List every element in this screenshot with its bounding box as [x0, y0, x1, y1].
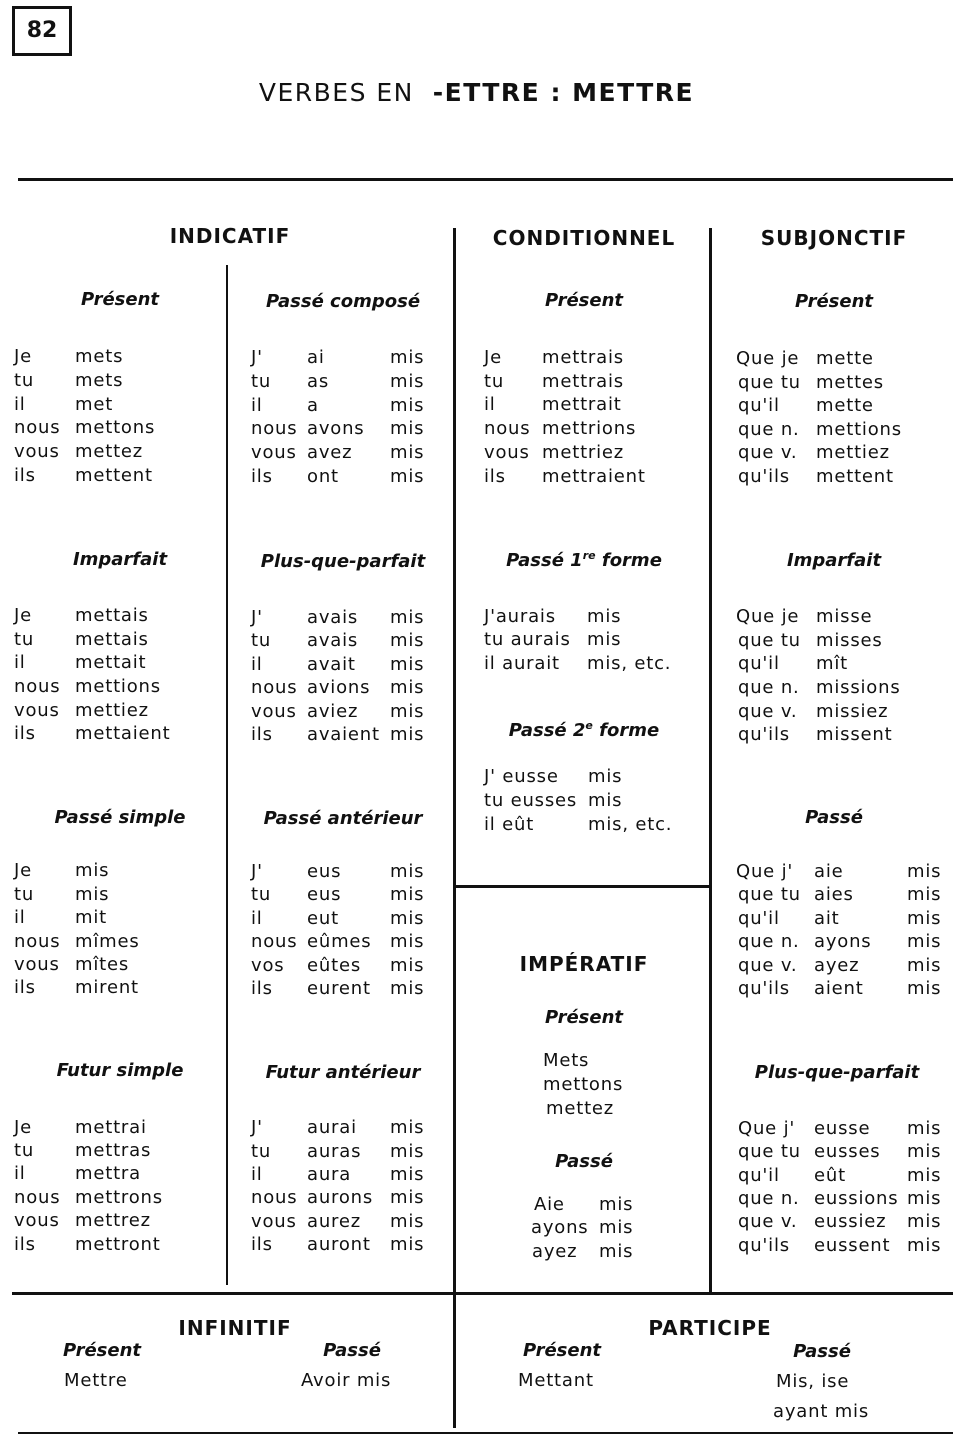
pronoun: qu'il: [738, 395, 780, 416]
tense-label: Passé composé: [265, 291, 421, 312]
verb-form: Mets: [543, 1050, 590, 1071]
verb-form: mis: [75, 884, 110, 905]
pronoun: il: [251, 654, 263, 675]
auxiliary: avaient: [307, 724, 380, 745]
auxiliary: ont: [307, 466, 339, 487]
verb-form: mettions: [75, 676, 161, 697]
pronoun: il: [484, 394, 496, 415]
tense-label: Passé antérieur: [263, 808, 423, 829]
auxiliary: eûtes: [307, 955, 361, 976]
participle: mis: [390, 1187, 425, 1208]
verb-form: mettras: [75, 1140, 152, 1161]
pronoun: que n.: [738, 1188, 800, 1209]
verb-form: mette: [816, 395, 874, 416]
imperatif-rule: [455, 885, 711, 888]
pronoun: ils: [14, 465, 36, 486]
auxiliary: eûmes: [307, 931, 372, 952]
conditionnel-heading: CONDITIONNEL: [492, 226, 676, 250]
auxiliary: aurez: [307, 1211, 361, 1232]
pronoun: ils: [14, 1234, 36, 1255]
pronoun: il: [14, 394, 26, 415]
pronoun: vos: [251, 955, 285, 976]
participle: mis, etc.: [588, 814, 673, 835]
participe-passe-value: Mis, ise: [776, 1371, 850, 1392]
pronoun: que n.: [738, 677, 800, 698]
auxiliary: eusses: [814, 1141, 881, 1162]
verb-form: mettrais: [542, 371, 624, 392]
pronoun-aux: il eût: [484, 814, 535, 835]
auxiliary: as: [307, 371, 330, 392]
tense-label: Imparfait: [786, 550, 882, 571]
pronoun: Que j': [736, 861, 794, 882]
infinitif-passe-value: Avoir mis: [301, 1370, 392, 1391]
indicatif-divider: [226, 265, 228, 1285]
participle: mis: [907, 861, 942, 882]
auxiliary: aies: [814, 884, 854, 905]
participle: mis: [390, 630, 425, 651]
participle: mis: [907, 884, 942, 905]
pronoun: que v.: [738, 1211, 798, 1232]
pronoun: ils: [251, 466, 273, 487]
participle: mis: [907, 1141, 942, 1162]
page-number: 82: [12, 6, 72, 56]
auxiliary: eût: [814, 1165, 846, 1186]
pronoun: il: [14, 907, 26, 928]
auxiliary: avais: [307, 607, 359, 628]
tense-label: [460, 549, 708, 571]
pronoun: que n.: [738, 419, 800, 440]
tense-label: Présent: [544, 1007, 624, 1028]
pronoun: que tu: [738, 884, 801, 905]
participle: mis: [587, 629, 622, 650]
pronoun: qu'ils: [738, 466, 790, 487]
verb-form: mettons: [543, 1074, 624, 1095]
participle: mis: [390, 1164, 425, 1185]
participe-passe-compose-value: ayant mis: [773, 1401, 870, 1422]
auxiliary: ayons: [814, 931, 872, 952]
pronoun: J': [251, 607, 263, 628]
participle: mis: [390, 955, 425, 976]
pronoun: nous: [251, 418, 298, 439]
imperatif-heading: IMPÉRATIF: [519, 952, 649, 976]
verb-form: misse: [816, 606, 873, 627]
pronoun: ils: [14, 977, 36, 998]
pronoun: nous: [251, 1187, 298, 1208]
verb-form: missiez: [816, 701, 889, 722]
participle: mis: [390, 371, 425, 392]
pronoun: tu: [14, 1140, 35, 1161]
verb-form: mettra: [75, 1163, 141, 1184]
verb-form: mettes: [816, 372, 884, 393]
conditionnel-left-divider: [453, 228, 456, 1428]
tense-label: Plus-que-parfait: [260, 551, 426, 572]
verb-form: mets: [75, 346, 124, 367]
verb-form: mis: [75, 860, 110, 881]
tense-label: Futur antérieur: [265, 1062, 421, 1083]
verb-form: mettez: [75, 441, 144, 462]
participle: mis: [390, 1117, 425, 1138]
tense-label: Futur simple: [56, 1060, 184, 1081]
pronoun: qu'ils: [738, 978, 790, 999]
tense-label: Plus-que-parfait: [754, 1062, 920, 1083]
pronoun: ils: [251, 724, 273, 745]
verb-form: mettait: [75, 652, 147, 673]
auxiliary: eusse: [814, 1118, 871, 1139]
verb-form: mettent: [816, 466, 894, 487]
pronoun: tu: [14, 884, 35, 905]
pronoun-aux: il aurait: [484, 653, 560, 674]
infinitif-heading: INFINITIF: [178, 1316, 292, 1340]
auxiliary: aura: [307, 1164, 352, 1185]
pronoun: nous: [14, 417, 61, 438]
infinitif-passe-label: Passé: [323, 1340, 381, 1361]
auxiliary: eus: [307, 884, 342, 905]
participle: mis: [390, 908, 425, 929]
verb-form: mettiez: [816, 442, 890, 463]
pronoun: tu: [251, 884, 272, 905]
verb-form: misses: [816, 630, 883, 651]
auxiliary: avait: [307, 654, 356, 675]
participle: mis, etc.: [587, 653, 672, 674]
pronoun: Je: [484, 347, 502, 368]
infinitif-present-label: Présent: [62, 1340, 142, 1361]
tense-label: Passé: [555, 1151, 613, 1172]
tense-label: [460, 719, 708, 741]
auxiliary: avons: [307, 418, 365, 439]
pronoun: qu'ils: [738, 1235, 790, 1256]
verb-form: mettiez: [75, 700, 149, 721]
participle: mis: [599, 1217, 634, 1238]
pronoun: tu: [484, 371, 505, 392]
verb-form: mettons: [75, 417, 156, 438]
auxiliary: eut: [307, 908, 339, 929]
pronoun: nous: [14, 931, 61, 952]
pronoun: tu: [251, 630, 272, 651]
auxiliary: eussions: [814, 1188, 899, 1209]
tense-label-end: forme: [592, 720, 660, 741]
pronoun: ils: [14, 723, 36, 744]
pronoun: qu'il: [738, 653, 780, 674]
tense-label-main: Passé 2: [508, 720, 586, 741]
pronoun: vous: [251, 1211, 297, 1232]
verb-form: mettrions: [542, 418, 637, 439]
pronoun: ils: [251, 978, 273, 999]
pronoun: il: [251, 908, 263, 929]
auxiliary: eus: [307, 861, 342, 882]
pronoun: il: [251, 1164, 263, 1185]
pronoun: que v.: [738, 442, 798, 463]
participle: mis: [907, 1118, 942, 1139]
participle: mis: [390, 1211, 425, 1232]
verb-form: mettrez: [75, 1210, 151, 1231]
participle: mis: [390, 442, 425, 463]
auxiliary: ait: [814, 908, 840, 929]
pronoun: qu'ils: [738, 724, 790, 745]
title-main: -ETTRE : METTRE: [432, 78, 695, 107]
top-rule: [18, 178, 953, 181]
verb-form: mîmes: [75, 931, 140, 952]
auxiliary: avions: [307, 677, 371, 698]
tense-label: Présent: [544, 290, 624, 311]
verb-form: missent: [816, 724, 893, 745]
auxiliary: ayez: [814, 955, 860, 976]
verb-form: mettais: [75, 629, 149, 650]
auxiliary: ayons: [531, 1217, 589, 1238]
verb-form: mettront: [75, 1234, 161, 1255]
auxiliary: a: [307, 395, 319, 416]
pronoun: il: [251, 395, 263, 416]
pronoun: tu: [251, 371, 272, 392]
participle: mis: [599, 1194, 634, 1215]
auxiliary: auras: [307, 1141, 362, 1162]
verb-form: mettent: [75, 465, 153, 486]
pronoun: que v.: [738, 955, 798, 976]
auxiliary: eurent: [307, 978, 371, 999]
pronoun: tu: [14, 370, 35, 391]
pronoun-aux: tu aurais: [484, 629, 571, 650]
participle: mis: [390, 701, 425, 722]
auxiliary: aient: [814, 978, 864, 999]
tense-label-main: Passé 1: [506, 550, 583, 571]
auxiliary: avais: [307, 630, 359, 651]
participe-present-value: Mettant: [518, 1370, 594, 1391]
verb-form: missions: [816, 677, 901, 698]
participle: mis: [907, 1165, 942, 1186]
participle: mis: [907, 1211, 942, 1232]
pronoun: que tu: [738, 372, 801, 393]
pronoun: que v.: [738, 701, 798, 722]
participle: mis: [599, 1241, 634, 1262]
verb-form: mit: [75, 907, 107, 928]
conditionnel-right-divider: [709, 228, 712, 1292]
auxiliary: Aie: [534, 1194, 565, 1215]
pronoun: vous: [14, 1210, 60, 1231]
tense-label-sup: e: [585, 719, 593, 732]
verb-form: mettrais: [542, 347, 624, 368]
participle: mis: [907, 978, 942, 999]
verb-form: met: [75, 394, 114, 415]
pronoun: Que je: [736, 348, 800, 369]
auxiliary: eussent: [814, 1235, 891, 1256]
participle: mis: [390, 861, 425, 882]
pronoun: vous: [251, 442, 297, 463]
pronoun: nous: [14, 1187, 61, 1208]
pronoun: nous: [484, 418, 531, 439]
pronoun: vous: [14, 700, 60, 721]
tense-label: Présent: [80, 289, 160, 310]
tense-label-sup: re: [582, 549, 596, 562]
participle: mis: [390, 1234, 425, 1255]
participe-present-label: Présent: [522, 1340, 602, 1361]
participle: mis: [907, 1188, 942, 1209]
pronoun: que n.: [738, 931, 800, 952]
pronoun: nous: [251, 677, 298, 698]
participle: mis: [907, 908, 942, 929]
participle: mis: [390, 607, 425, 628]
pronoun: que tu: [738, 1141, 801, 1162]
verb-form: mettriez: [542, 442, 625, 463]
verb-form: mettrons: [75, 1187, 163, 1208]
pronoun: Je: [14, 860, 32, 881]
participle: mis: [390, 347, 425, 368]
pronoun: Je: [14, 605, 32, 626]
verb-form: mettrait: [542, 394, 622, 415]
participle: mis: [907, 1235, 942, 1256]
auxiliary: avez: [307, 442, 353, 463]
auxiliary: eussiez: [814, 1211, 887, 1232]
participle: mis: [907, 955, 942, 976]
pronoun-aux: tu eusses: [484, 790, 578, 811]
pronoun: vous: [14, 441, 60, 462]
pronoun: Je: [14, 346, 32, 367]
pronoun: J': [251, 1117, 263, 1138]
verb-form: mettions: [816, 419, 902, 440]
participle: mis: [390, 724, 425, 745]
pronoun: nous: [14, 676, 61, 697]
title-prefix: VERBES EN: [258, 78, 414, 107]
pronoun: il: [14, 1163, 26, 1184]
verb-form: mettez: [546, 1098, 615, 1119]
verb-form: mirent: [75, 977, 139, 998]
pronoun: qu'il: [738, 908, 780, 929]
pronoun-aux: J' eusse: [484, 766, 559, 787]
tense-label: Imparfait: [72, 549, 168, 570]
participle: mis: [907, 931, 942, 952]
participe-heading: PARTICIPE: [648, 1316, 772, 1340]
pronoun: qu'il: [738, 1165, 780, 1186]
footer-rule: [18, 1432, 953, 1434]
tense-label: Présent: [794, 291, 874, 312]
page-title: [0, 78, 953, 107]
participle: mis: [390, 395, 425, 416]
auxiliary: aviez: [307, 701, 359, 722]
participle: mis: [390, 418, 425, 439]
verb-form: mette: [816, 348, 874, 369]
bottom-rule: [12, 1292, 953, 1295]
indicatif-heading: INDICATIF: [169, 224, 291, 248]
participle: mis: [588, 790, 623, 811]
subjonctif-heading: SUBJONCTIF: [760, 226, 908, 250]
pronoun: J': [251, 347, 263, 368]
tense-label-end: forme: [595, 550, 662, 571]
auxiliary: aie: [814, 861, 844, 882]
pronoun: nous: [251, 931, 298, 952]
participe-passe-label: Passé: [793, 1341, 851, 1362]
participle: mis: [390, 884, 425, 905]
pronoun: il: [14, 652, 26, 673]
pronoun: Que je: [736, 606, 800, 627]
infinitif-present-value: Mettre: [64, 1370, 128, 1391]
verb-form: mettrai: [75, 1117, 147, 1138]
participle: mis: [390, 654, 425, 675]
verb-form: mîtes: [75, 954, 130, 975]
verb-form: mettaient: [75, 723, 171, 744]
participle: mis: [588, 766, 623, 787]
pronoun: J': [251, 861, 263, 882]
participle: mis: [390, 931, 425, 952]
pronoun: ils: [251, 1234, 273, 1255]
participle: mis: [390, 978, 425, 999]
verb-form: mets: [75, 370, 124, 391]
verb-form: mettais: [75, 605, 149, 626]
auxiliary: auront: [307, 1234, 371, 1255]
auxiliary: aurai: [307, 1117, 357, 1138]
pronoun: Que j': [738, 1118, 796, 1139]
auxiliary: aurons: [307, 1187, 374, 1208]
participle: mis: [390, 677, 425, 698]
tense-label: Passé: [805, 807, 863, 828]
auxiliary: ai: [307, 347, 325, 368]
pronoun: tu: [251, 1141, 272, 1162]
pronoun: vous: [251, 701, 297, 722]
tense-label: Passé simple: [54, 807, 186, 828]
pronoun: vous: [484, 442, 530, 463]
auxiliary: ayez: [532, 1241, 578, 1262]
verb-form: mît: [816, 653, 848, 674]
participle: mis: [390, 1141, 425, 1162]
pronoun: ils: [484, 466, 506, 487]
pronoun: Je: [14, 1117, 32, 1138]
pronoun: vous: [14, 954, 60, 975]
participle: mis: [390, 466, 425, 487]
participle: mis: [587, 606, 622, 627]
verb-form: mettraient: [542, 466, 646, 487]
pronoun: tu: [14, 629, 35, 650]
pronoun-aux: J'aurais: [484, 606, 556, 627]
pronoun: que tu: [738, 630, 801, 651]
